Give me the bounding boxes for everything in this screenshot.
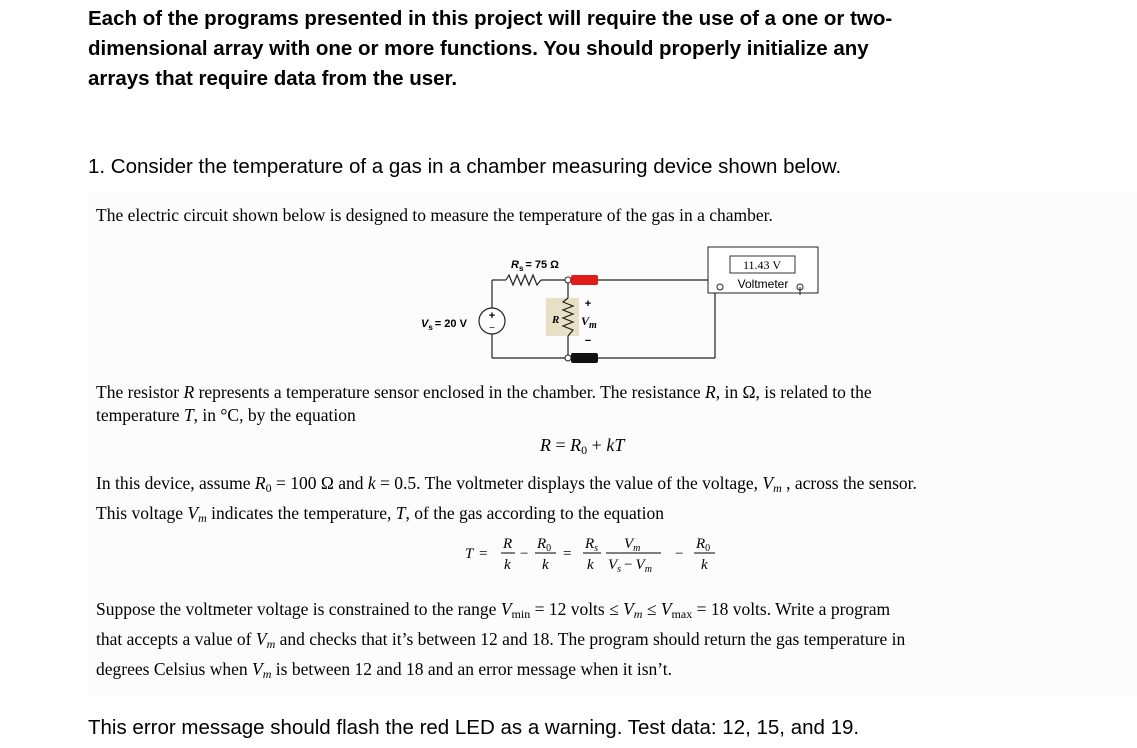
error-led-instruction: This error message should flash the red LED as a warning. Test data: 12, 15, and 19. bbox=[88, 716, 860, 739]
svg-text:Vs−Vm: $V_s - V_m$ bbox=[608, 557, 652, 575]
eq-T: T bbox=[465, 546, 474, 562]
equation-resistance: $R = R_0$ + kT bbox=[540, 435, 625, 457]
eq-equals-1: = bbox=[479, 546, 488, 562]
svg-text:k: k bbox=[587, 557, 594, 573]
circuit-intro-text: The electric circuit shown below is designed to measure the temperature of the gas in a chamber. bbox=[96, 205, 773, 225]
resistor-description: The resistor R represents a temperature sensor enclosed in the chamber. The resistance R, in Ω, is related to the temperature T, in °C, by the equation bbox=[96, 382, 872, 425]
question-1: 1. Consider the temperature of a gas in a chamber measuring device shown below. bbox=[88, 155, 842, 178]
intro-line-1: Each of the programs presented in this project will require the use of a one or two- bbox=[88, 7, 893, 30]
source-minus: − bbox=[489, 323, 495, 334]
red-probe bbox=[571, 275, 598, 285]
r-label: R bbox=[552, 314, 560, 326]
svg-text:Vm: $V_m$ bbox=[624, 536, 641, 554]
svg-text:k: k bbox=[504, 557, 511, 573]
voltmeter-label: Voltmeter bbox=[737, 277, 789, 291]
equation-temperature bbox=[463, 531, 733, 581]
sensor-chamber bbox=[546, 298, 579, 336]
vm-plus: + bbox=[584, 298, 592, 310]
device-description: In this device, assume $R_0 = 100$ Ω and k = 0.5. The voltmeter displays the value of the voltage, $V_m$ , across the sensor. This voltage $V_m$ indicates the temperature, T, of the gas according to the equation bbox=[96, 473, 917, 525]
intro-line-3: arrays that require data from the user. bbox=[88, 67, 458, 90]
vs-label: $V_s = 20$ V bbox=[421, 318, 467, 332]
svg-text:−: − bbox=[520, 546, 529, 562]
rs-label: $R_s = 75$ Ω bbox=[511, 259, 559, 273]
svg-text:−: − bbox=[675, 546, 684, 562]
circuit-diagram bbox=[418, 243, 838, 373]
svg-text:R: R bbox=[503, 536, 513, 552]
black-probe bbox=[571, 353, 598, 363]
intro-paragraph bbox=[88, 4, 1048, 94]
eq-equals-2: = bbox=[563, 546, 572, 562]
intro-line-2: dimensional array with one or more functions. You should properly initialize any bbox=[88, 37, 869, 60]
svg-text:k: k bbox=[542, 557, 549, 573]
vm-label: $V_m$ bbox=[581, 314, 597, 331]
vm-minus: − bbox=[584, 335, 592, 347]
textbook-excerpt bbox=[88, 193, 1137, 695]
svg-text:R0: $R_0$ bbox=[696, 536, 711, 554]
svg-text:R0: $R_0$ bbox=[537, 536, 552, 554]
resistor-rs bbox=[506, 275, 541, 285]
svg-text:Rs: $R_s$ bbox=[585, 536, 599, 554]
source-plus: + bbox=[488, 310, 496, 322]
svg-text:k: k bbox=[701, 557, 708, 573]
voltmeter-reading: 11.43 V bbox=[742, 258, 782, 272]
task-description: Suppose the voltmeter voltage is constrained to the range $V_{min} = 12$ volts ≤ $V_m \le V_{max} = 18$ volts. Write a program that accepts a value of $V_m$ and checks that it’s between 12 and 18. The program should return the gas temperature in degrees Celsius when $V_m$ is between 12 and 18 and an error message when it isn’t. bbox=[96, 599, 906, 681]
